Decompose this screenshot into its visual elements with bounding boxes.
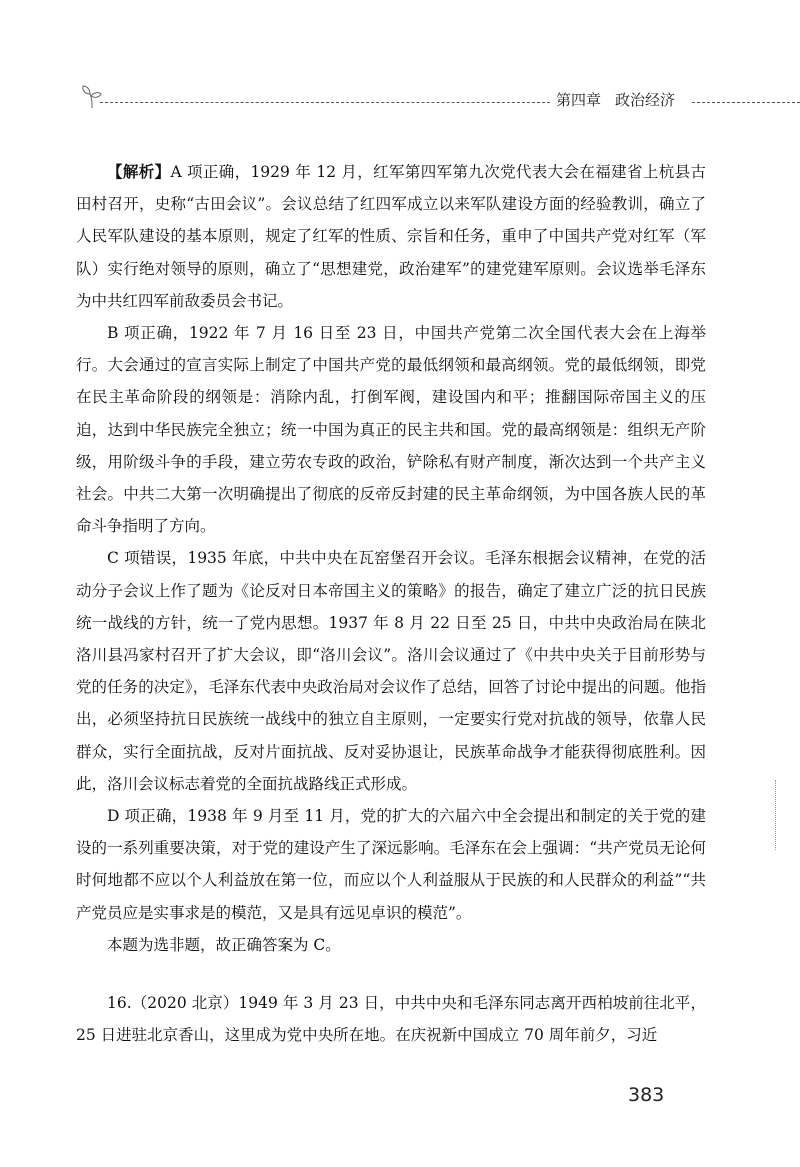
margin-mark [775,780,776,850]
leaf-sprout-icon [80,84,104,110]
analysis-paragraph-b: B 项正确，1922 年 7 月 16 日至 23 日，中国共产党第二次全国代表大会在上海举行。大会通过的宣言实际上制定了中国共产党的最低纲领和最高纲领。党的最低纲领，即党在民主革命阶段的纲领是：消除内乱，打倒军阀，建设国内和平；推翻国际帝国主义的压迫，达到中华民族完全独立；统一中国为真正的民主共和国。党的最高纲领是：组织无产阶级，用阶级斗争的手段，建立劳农专政的政治，铲除私有财产制度，渐次达到一个共产主义社会。中共二大第一次明确提出了彻底的反帝反封建的民主革命纲领，为中国各族人民的革命斗争指明了方向。 [76,324,706,536]
analysis-text-a: A 项正确，1929 年 12 月，红军第四军第九次党代表大会在福建省上杭县古田村召开，史称“古田会议”。会议总结了红四军成立以来军队建设方面的经验教训，确立了人民军队建设的基本原则，规定了红军的性质、宗旨和任务，重申了中国共产党对红军（军队）实行绝对领导的原则，确立了“思想建党，政治建军”的建党建军原则。会议选举毛泽东为中共红四军前敌委员会书记。 [76,163,706,310]
answer-conclusion: 本题为选非题，故正确答案为 C。 [107,935,341,954]
analysis-paragraph-c: C 项错误，1935 年底，中共中央在瓦窑堡召开会议。毛泽东根据会议精神，在党的活动分子会议上作了题为《论反对日本帝国主义的策略》的报告，确定了建立广泛的抗日民族统一战线的方针，统一了党内思想。1937 年 8 月 22 日至 25 日，中共中央政治局在陕北洛川县冯家村召开了扩大会议，即“洛川会议”。洛川会议通过了《中共中央关于目前形势与党的任务的决定》，毛泽东代表中央政治局对会议作了总结，回答了讨论中提出的问题。他指出，必须坚持抗日民族统一战线中的独立自主原则，一定要实行党对抗战的领导，依靠人民群众，实行全面抗战，反对片面抗战、反对妥协退让，民族革命战争才能获得彻底胜利。因此，洛川会议标志着党的全面抗战路线正式形成。 [76,549,706,793]
page-header [80,84,800,114]
analysis-paragraph-a [76,156,706,317]
chapter-title [556,89,675,110]
question-16: 16.（2020 北京）1949 年 3 月 23 日，中共中央和毛泽东同志离开西柏坡前往北平，25 日进驻北京香山，这里成为党中央所在地。在庆祝新中国成立 70 周年前夕，习近 [76,994,706,1045]
header-divider-left [100,102,550,103]
analysis-tag: 【解析】 [107,162,171,181]
chapter-number: 第四章 [556,91,602,109]
header-divider-right [692,102,800,103]
page-number: 383 [628,1084,665,1106]
chapter-name: 政治经济 [615,91,676,109]
page-body [76,156,706,1051]
analysis-paragraph-d: D 项正确，1938 年 9 月至 11 月，党的扩大的六届六中全会提出和制定的关于党的建设的一系列重要决策，对于党的建设产生了深远影响。毛泽东在会上强调：“共产党员无论何时何地都不应以个人利益放在第一位，而应以个人利益服从于民族的和人民群众的利益”“共产党员应是实事求是的模范，又是具有远见卓识的模范”。 [76,807,706,922]
